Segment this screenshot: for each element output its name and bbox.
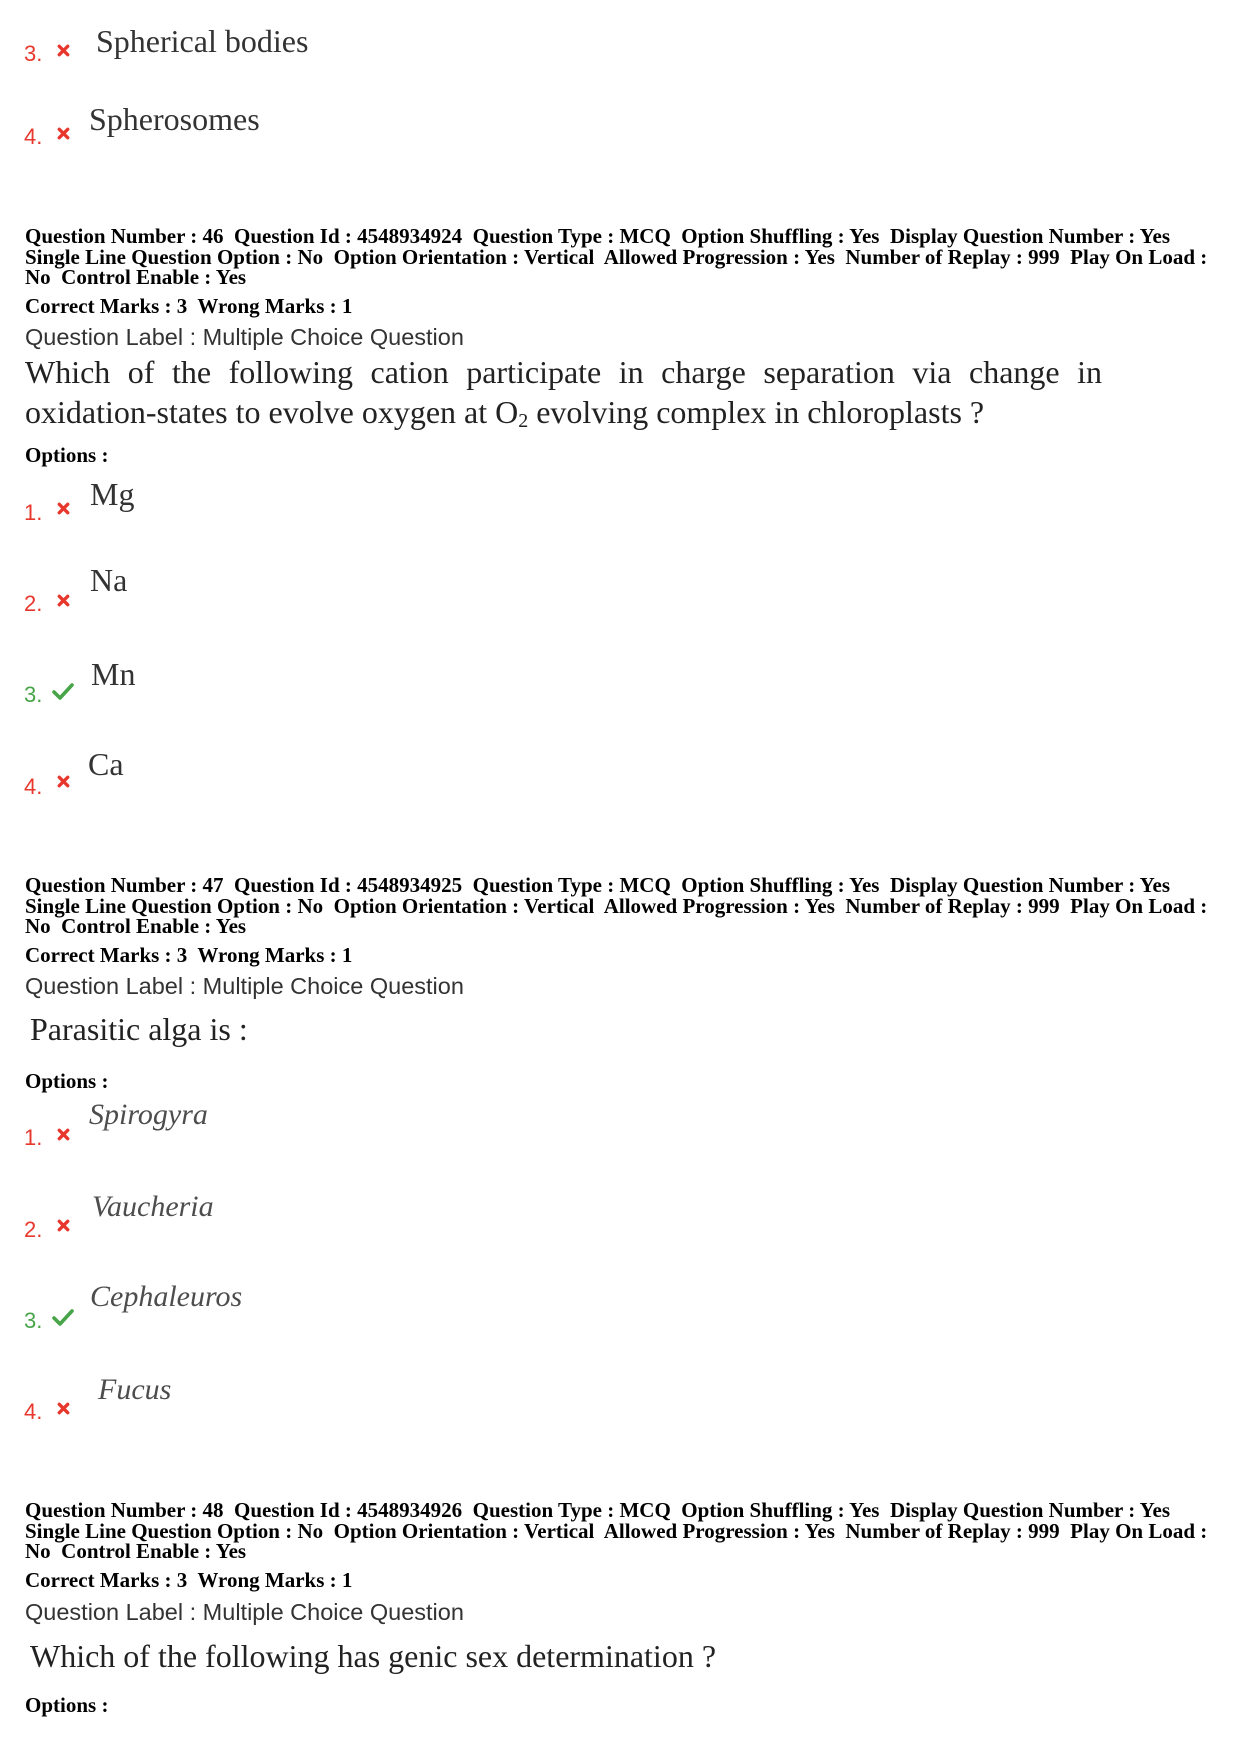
question-label: Question Label : Multiple Choice Question [25, 324, 464, 350]
option-number: 4. [24, 1399, 43, 1424]
options-heading: Options : [25, 1069, 109, 1093]
question-text: Parasitic alga is : [30, 1011, 248, 1047]
option-number: 1. [24, 1125, 43, 1150]
cross-icon [56, 593, 71, 608]
option-number: 1. [24, 500, 43, 525]
cross-icon [56, 1401, 71, 1416]
question-text-line: Which of the following cation participate in charge separation via change in [25, 354, 1102, 390]
question-header-line: Question Number : 48 Question Id : 4548934926 Question Type : MCQ Option Shuffling : Yes Display Question Number : Yes [25, 1498, 1171, 1522]
option-number: 3. [24, 682, 43, 707]
question-text: Which of the following has genic sex determination ? [30, 1638, 717, 1674]
option-number: 4. [24, 774, 43, 799]
option-text: Vaucheria [92, 1190, 214, 1223]
subscript: 2 [518, 410, 529, 432]
options-heading: Options : [25, 443, 109, 467]
option-text: Spherosomes [89, 101, 260, 137]
option-text: Fucus [98, 1373, 172, 1406]
question-text-segment: evolving complex in chloroplasts ? [528, 394, 985, 430]
question-header [25, 226, 1207, 288]
option-text: Spherical bodies [96, 23, 309, 59]
question-text-line [25, 392, 1102, 432]
check-icon [51, 1307, 75, 1327]
option-text: Mn [91, 656, 136, 692]
question-header-line: Question Number : 47 Question Id : 4548934925 Question Type : MCQ Option Shuffling : Yes Display Question Number : Yes [25, 873, 1171, 897]
question-header [25, 1500, 1207, 1562]
option-text: Ca [88, 746, 124, 782]
option-number: 2. [24, 1217, 43, 1242]
question-header-line: Single Line Question Option : No Option Orientation : Vertical Allowed Progression : Yes Number of Replay : 999 Play On Load : [25, 893, 1208, 918]
question-header-line: No Control Enable : Yes [25, 914, 247, 938]
option-text: Spirogyra [89, 1098, 208, 1131]
cross-icon [56, 774, 71, 789]
cross-icon [56, 501, 71, 516]
question-header-line: No Control Enable : Yes [25, 265, 247, 289]
question-header-line: No Control Enable : Yes [25, 1539, 247, 1563]
check-icon [51, 681, 75, 701]
option-text: Mg [90, 476, 135, 512]
cross-icon [56, 1218, 71, 1233]
marks-line: Correct Marks : 3 Wrong Marks : 1 [25, 1568, 353, 1592]
cross-icon [56, 126, 71, 141]
marks-line: Correct Marks : 3 Wrong Marks : 1 [25, 943, 353, 967]
options-heading: Options : [25, 1693, 109, 1717]
cross-icon [56, 1127, 71, 1142]
question-header-line: Question Number : 46 Question Id : 4548934924 Question Type : MCQ Option Shuffling : Yes Display Question Number : Yes [25, 224, 1171, 248]
option-number: 3. [24, 1308, 43, 1333]
question-label: Question Label : Multiple Choice Question [25, 973, 464, 999]
cross-icon [56, 43, 71, 58]
question-header [25, 875, 1207, 937]
question-header-line: Single Line Question Option : No Option Orientation : Vertical Allowed Progression : Yes Number of Replay : 999 Play On Load : [25, 1518, 1208, 1543]
option-number: 3. [24, 41, 43, 66]
question-header-line: Single Line Question Option : No Option Orientation : Vertical Allowed Progression : Yes Number of Replay : 999 Play On Load : [25, 244, 1208, 269]
option-number: 2. [24, 591, 43, 616]
option-number: 4. [24, 124, 43, 149]
option-text: Cephaleuros [90, 1280, 243, 1313]
question-text-segment: oxidation-states to evolve oxygen at O [25, 394, 519, 430]
marks-line: Correct Marks : 3 Wrong Marks : 1 [25, 294, 353, 318]
option-text: Na [90, 562, 128, 598]
question-text [25, 352, 1102, 432]
question-label: Question Label : Multiple Choice Question [25, 1599, 464, 1625]
